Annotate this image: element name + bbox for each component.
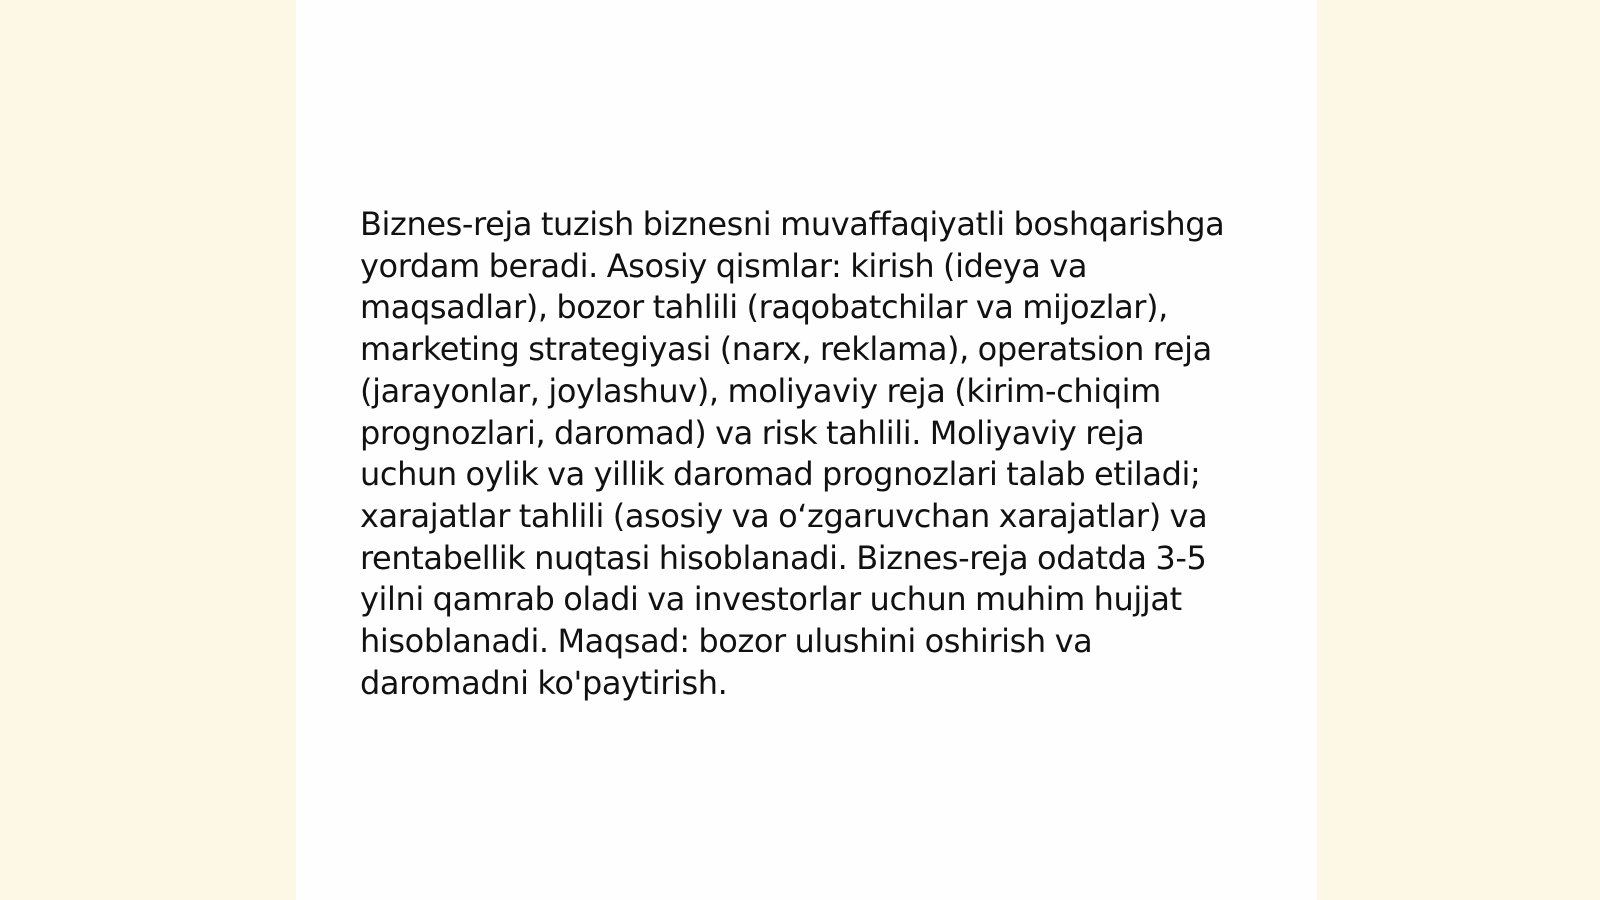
right-background-panel	[1317, 0, 1600, 900]
slide	[296, 0, 1317, 900]
slide-body-text: Biznes-reja tuzish biznesni muvaffaqiyatli boshqarishga yordam beradi. Asosiy qismlar: kirish (ideya va maqsadlar), bozor tahlili (raqobatchilar va mijozlar), marketing strategiyasi (narx, reklama), operatsion reja (jarayonlar, joylashuv), moliyaviy reja (kirim-chiqim prognozlari, daromad) va risk tahlili. Moliyaviy reja uchun oylik va yillik daromad prognozlari talab etiladi; xarajatlar tahlili (asosiy va o‘zgaruvchan xarajatlar) va rentabellik nuqtasi hisoblanadi. Biznes-reja odatda 3-5 yilni qamrab oladi va investorlar uchun muhim hujjat hisoblanadi. Maqsad: bozor ulushini oshirish va daromadni ko'paytirish.	[360, 205, 1225, 702]
left-background-panel	[0, 0, 296, 900]
